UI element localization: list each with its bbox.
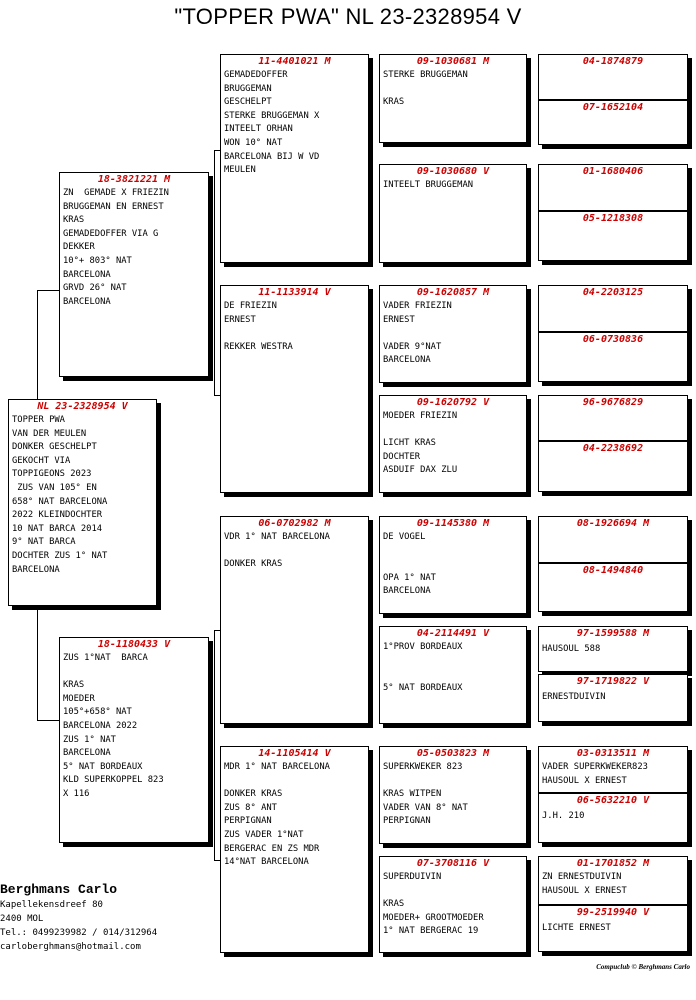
ring-number: 06-5632210 V <box>576 795 650 806</box>
pigeon-description: VADER SUPERKWEKER823 HAUSOUL X ERNEST <box>542 762 648 786</box>
pigeon-description: TOPPER PWA VAN DER MEULEN DONKER GESCHELPT GEKOCHT VIA TOPPIGEONS 2023 ZUS VAN 105° EN 658° NAT BARCELONA 2022 KLEINDOCHTER 10 NAT BARCA 2014 9° NAT BARCA DOCHTER ZUS 1° NAT BARCELONA <box>12 415 108 575</box>
ring-number: 04-2114491 V <box>416 628 490 639</box>
pigeon-description: ERNESTDUIVIN <box>542 692 606 702</box>
ring-number: 96-9676829 <box>582 397 644 408</box>
ring-number: 09-1145380 M <box>416 518 490 529</box>
pedigree-card-mother <box>59 637 209 843</box>
pigeon-description: J.H. 210 <box>542 811 585 821</box>
pedigree-card-gen4 <box>538 746 688 793</box>
ring-number: 04-2238692 <box>582 443 644 454</box>
ring-number: 07-3708116 V <box>416 858 490 869</box>
pigeon-description: ZN ERNESTDUIVIN HAUSOUL X ERNEST <box>542 872 627 896</box>
ring-number: 03-0313511 M <box>576 748 650 759</box>
ring-number: 18-3821221 M <box>97 174 171 185</box>
pigeon-description: ZUS 1°NAT BARCA KRAS MOEDER 105°+658° NAT BARCELONA 2022 ZUS 1° NAT BARCELONA 5° NAT BORDEAUX KLD SUPERKOPPEL 823 X 116 <box>63 653 164 799</box>
owner-street: Kapellekensdreef 80 <box>0 900 103 910</box>
owner-email: carloberghmans@hotmail.com <box>0 942 141 952</box>
pedigree-card-grandparent <box>220 746 369 953</box>
ring-number: NL 23-2328954 V <box>37 401 128 412</box>
connector-line <box>214 630 215 860</box>
pedigree-card-gen4 <box>538 164 688 211</box>
pedigree-card-gen4 <box>538 856 688 905</box>
pedigree-card-gen4 <box>538 211 688 261</box>
pedigree-card-great-grandparent <box>379 626 527 724</box>
ring-number: 05-0503823 M <box>416 748 490 759</box>
ring-number: 09-1030680 V <box>416 166 490 177</box>
pedigree-card-great-grandparent <box>379 746 527 844</box>
footer-credit: Compuclub © Berghmans Carlo <box>596 963 690 971</box>
pigeon-description: VDR 1° NAT BARCELONA DONKER KRAS <box>224 532 330 570</box>
connector-line <box>37 290 60 291</box>
ring-number: 97-1599588 M <box>576 628 650 639</box>
pigeon-description: DE FRIEZIN ERNEST REKKER WESTRA <box>224 301 293 352</box>
pedigree-card-gen4 <box>538 905 688 952</box>
ring-number: 09-1620792 V <box>416 397 490 408</box>
pedigree-card-gen4 <box>538 100 688 145</box>
owner-city: 2400 MOL <box>0 914 44 924</box>
pedigree-card-grandparent <box>220 54 369 263</box>
pedigree-card-great-grandparent <box>379 516 527 614</box>
pedigree-card-gen4 <box>538 516 688 563</box>
ring-number: 11-4401021 M <box>258 56 331 67</box>
pigeon-description: VADER FRIEZIN ERNEST VADER 9°NAT BARCELONA <box>383 301 452 366</box>
owner-name: Berghmans Carlo <box>0 882 118 897</box>
pigeon-description: MOEDER FRIEZIN LICHT KRAS DOCHTER ASDUIF DAX ZLU <box>383 411 458 476</box>
ring-number: 09-1620857 M <box>416 287 490 298</box>
ring-number: 18-1180433 V <box>97 639 171 650</box>
ring-number: 07-1652104 <box>582 102 644 113</box>
connector-line <box>214 150 215 395</box>
pedigree-card-gen4 <box>538 674 688 722</box>
pigeon-description: 1°PROV BORDEAUX 5° NAT BORDEAUX <box>383 642 463 693</box>
ring-number: 99-2519940 V <box>576 907 650 918</box>
pedigree-card-great-grandparent <box>379 856 527 953</box>
pedigree-card-gen4 <box>538 395 688 441</box>
pedigree-card-gen4 <box>538 54 688 100</box>
ring-number: 01-1701852 M <box>576 858 650 869</box>
pigeon-description: HAUSOUL 588 <box>542 644 601 654</box>
connector-line <box>37 720 60 721</box>
pigeon-description: INTEELT BRUGGEMAN <box>383 180 474 190</box>
ring-number: 08-1926694 M <box>576 518 650 529</box>
pedigree-card-gen4 <box>538 793 688 843</box>
ring-number: 04-2203125 <box>582 287 644 298</box>
owner-phone: Tel.: 0499239982 / 014/312964 <box>0 928 158 938</box>
pigeon-description: LICHTE ERNEST <box>542 923 611 933</box>
pedigree-card-gen4 <box>538 626 688 672</box>
pedigree-card-gen4 <box>538 332 688 382</box>
pigeon-description: DE VOGEL OPA 1° NAT BARCELONA <box>383 532 436 597</box>
pedigree-card-great-grandparent <box>379 164 527 263</box>
pigeon-description: SUPERDUIVIN KRAS MOEDER+ GROOTMOEDER 1° NAT BERGERAC 19 <box>383 872 484 937</box>
pedigree-card-gen4 <box>538 285 688 332</box>
pedigree-card-gen4 <box>538 563 688 612</box>
ring-number: 06-0730836 <box>582 334 644 345</box>
connector-line <box>37 290 38 400</box>
ring-number: 14-1105414 V <box>258 748 331 759</box>
pigeon-description: ZN GEMADE X FRIEZIN BRUGGEMAN EN ERNEST KRAS GEMADEDOFFER VIA G DEKKER 10°+ 803° NAT BARCELONA GRVD 26° NAT BARCELONA <box>63 188 169 307</box>
connector-line <box>37 606 38 720</box>
ring-number: 04-1874879 <box>582 56 644 67</box>
pedigree-card-great-grandparent <box>379 54 527 143</box>
pedigree-card-great-grandparent <box>379 285 527 383</box>
page-title: "TOPPER PWA" NL 23-2328954 V <box>174 4 522 29</box>
pigeon-description: GEMADEDOFFER BRUGGEMAN GESCHELPT STERKE BRUGGEMAN X INTEELT ORHAN WON 10° NAT BARCELONA BIJ W VD MEULEN <box>224 70 320 176</box>
ring-number: 09-1030681 M <box>416 56 490 67</box>
owner-block <box>0 882 157 954</box>
ring-number: 06-0702982 M <box>258 518 331 529</box>
pigeon-description: STERKE BRUGGEMAN KRAS <box>383 70 468 108</box>
ring-number: 05-1218308 <box>582 213 644 224</box>
pedigree-card-grandparent <box>220 516 369 724</box>
pigeon-description: SUPERKWEKER 823 KRAS WITPEN VADER VAN 8° NAT PERPIGNAN <box>383 762 468 827</box>
ring-number: 97-1719822 V <box>576 676 650 687</box>
pedigree-card-father <box>59 172 209 377</box>
pedigree-card-subject <box>8 399 157 606</box>
pedigree-card-great-grandparent <box>379 395 527 493</box>
pigeon-description: MDR 1° NAT BARCELONA DONKER KRAS ZUS 8° ANT PERPIGNAN ZUS VADER 1°NAT BERGERAC EN ZS MDR 14°NAT BARCELONA <box>224 762 330 868</box>
ring-number: 11-1133914 V <box>258 287 331 298</box>
ring-number: 01-1680406 <box>582 166 644 177</box>
ring-number: 08-1494840 <box>582 565 644 576</box>
pedigree-card-grandparent <box>220 285 369 493</box>
pedigree-card-gen4 <box>538 441 688 492</box>
